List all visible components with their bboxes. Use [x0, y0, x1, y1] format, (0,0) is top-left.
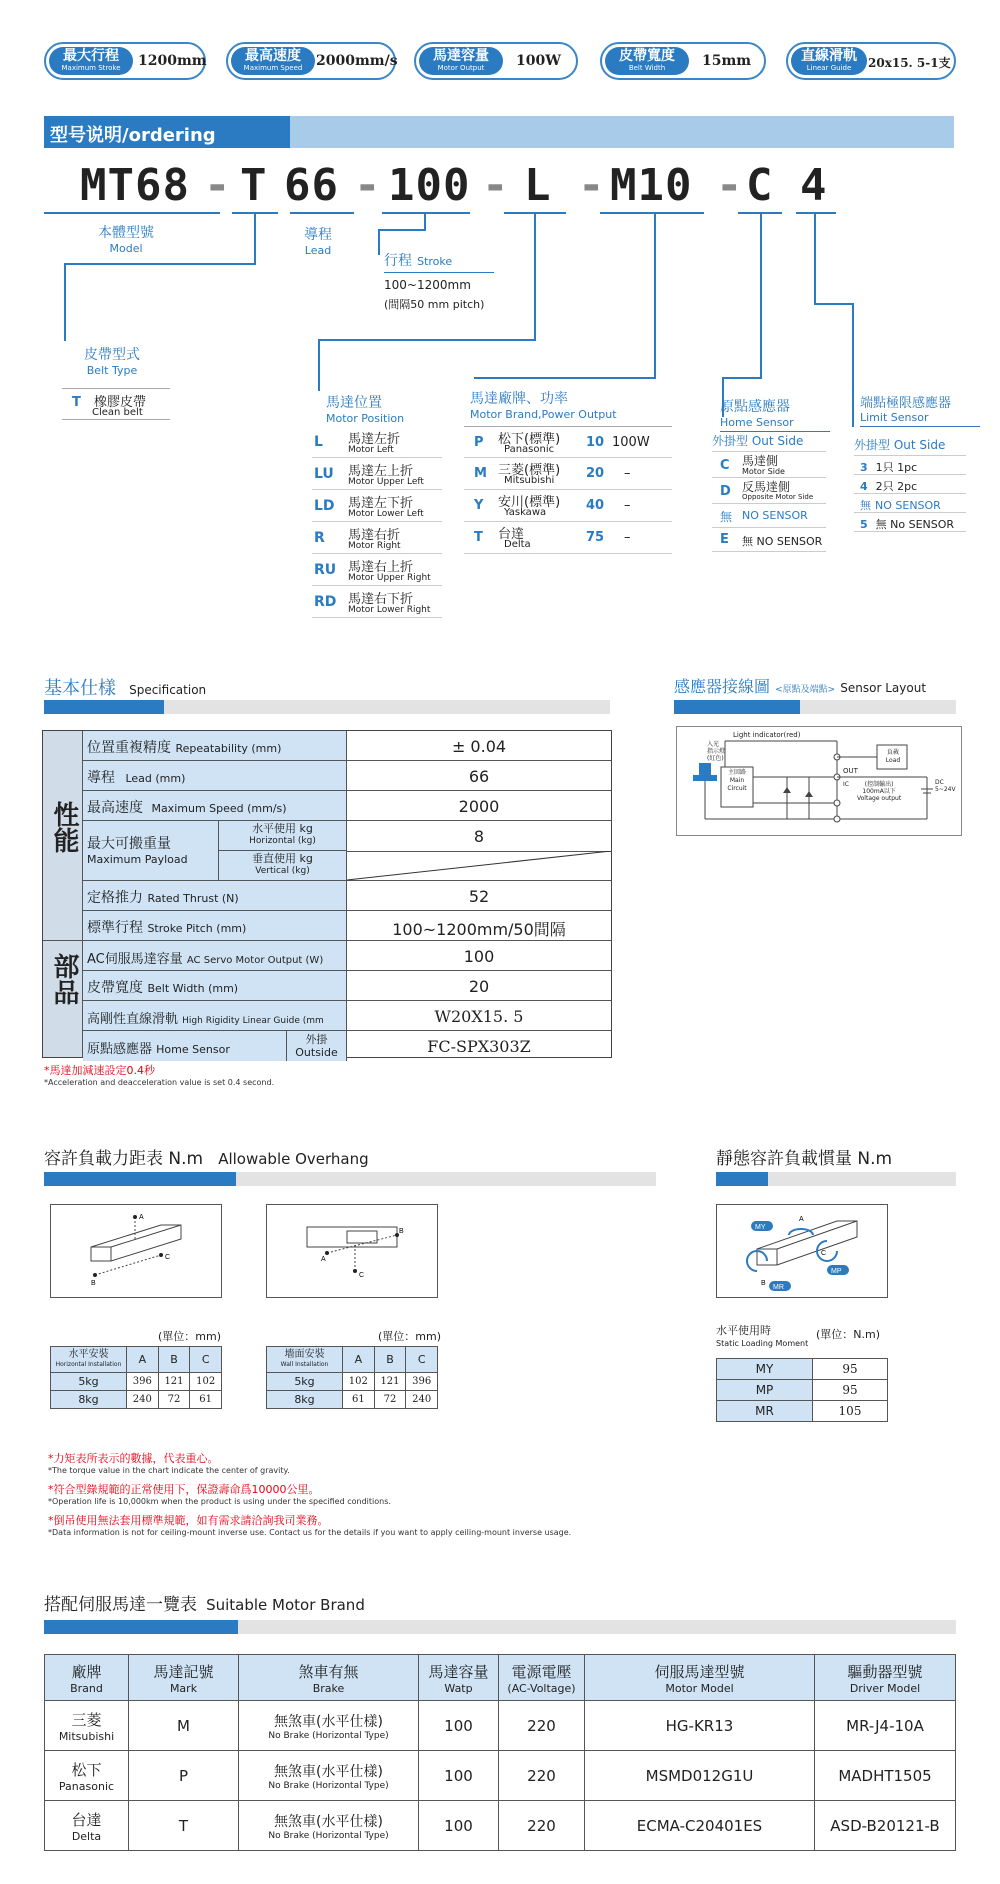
code-belt: T	[240, 160, 268, 211]
svg-text:C: C	[359, 1272, 365, 1279]
svg-text:B: B	[399, 1228, 404, 1235]
stroke-range: 100~1200mm	[384, 278, 471, 292]
badge-motor-output: 馬達容量 Motor Output 100W	[414, 42, 578, 80]
code-sep: -	[204, 160, 232, 211]
motor-position-item: L 馬達左折 Motor Left	[312, 428, 442, 458]
code-brand: M10	[610, 160, 693, 211]
stroke-pitch: (間隔50 mm pitch)	[384, 298, 485, 311]
limit-sensor-label: 端點極限感應器 Limit Sensor	[860, 392, 980, 427]
spec-note-en: *Acceleration and deacceleration value is set 0.4 second.	[44, 1078, 275, 1087]
spec-note: *馬達加減速設定0.4秒	[44, 1064, 155, 1077]
motor-position-item: RU 馬達右上折 Motor Upper Right	[312, 556, 442, 586]
static-sub: 水平使用時 Static Loading Moment	[716, 1324, 809, 1348]
code-sep: -	[578, 160, 606, 211]
code-lead: 66	[284, 160, 339, 211]
svg-text:C: C	[821, 1250, 827, 1257]
motor-position-item: LU 馬達左上折 Motor Upper Left	[312, 460, 442, 490]
code-model: MT68	[80, 160, 190, 211]
overhang-unit: (單位：mm)	[158, 1330, 222, 1343]
sensor-layout-title: 感應器接線圖 <原點及端點> Sensor Layout	[674, 677, 927, 696]
stroke-label: 行程 Stroke	[384, 250, 494, 273]
belt-type-label: 皮帶型式 Belt Type	[84, 347, 140, 377]
home-sensor-options: 外掛型 Out Side C 馬達側 Motor Side D 反馬達側 Opposite Motor Side 無 NO SENSOR E 無 NO SENSOR	[712, 432, 826, 552]
overhang-unit: (單位：mm)	[378, 1330, 442, 1343]
badge-speed: 最高速度 Maximum Speed 2000mm/s	[226, 42, 396, 80]
code-sep: -	[716, 160, 744, 211]
svg-text:A: A	[321, 1256, 326, 1263]
ordering-title-tag: 型号说明/ordering method	[44, 116, 290, 148]
home-sensor-label: 原點感應器 Home Sensor	[720, 396, 830, 432]
svg-text:B: B	[761, 1280, 766, 1287]
badge-stroke: 最大行程 Maximum Stroke 1200mm	[44, 42, 206, 80]
table-row: 松下 Panasonic P 無煞車(水平仕樣) No Brake (Horizontal Type) 100 220 MSMD012G1U MADHT1505	[45, 1751, 956, 1801]
code-position: L	[524, 160, 552, 211]
svg-text:MR: MR	[773, 1284, 784, 1291]
horizontal-install-diagram	[50, 1204, 222, 1298]
code-sep: -	[354, 160, 382, 211]
motor-brand-title: 搭配伺服馬達一覽表 Suitable Motor Brand	[44, 1595, 365, 1615]
motor-position-label: 馬達位置 Motor Position	[326, 395, 405, 425]
static-moment-diagram	[716, 1204, 888, 1298]
horizontal-overhang-table: 水平安裝 Horizontal Installation A B C 5kg 396 121 102 8kg 240 72 61	[50, 1346, 222, 1409]
lead-label: 導程 Lead	[304, 227, 332, 257]
motor-position-item: LD 馬達左下折 Motor Lower Left	[312, 492, 442, 522]
badge-linear-guide: 直線滑軌 Linear Guide 20x15. 5-1支	[786, 42, 956, 80]
code-sep: -	[482, 160, 510, 211]
spec-table: 性能 部品 位置重複精度 Repeatability (mm) ± 0.04 導程 Lead (mm) 66 最高速度 Maximum Speed (mm/s) 2000 最大可搬重量 Maximum Payload 水平使用 kg Horizontal (kg) 垂直使用 kg Vertical (kg) 8 定格推力 Rated Thrust (N) 52 標準行程 Stroke Pitch (mm) 100~1200mm/50間隔 AC伺服馬達容量 AC Servo Motor Output (W) 100 皮帶寬度 Belt Width (mm) 20 高剛性直線滑軌 High Rigidity Linear Guide (mm W20X15. 5 原點感應器 Home Sensor 外掛 Outside FC-SPX303Z	[42, 730, 612, 1058]
motor-brand-table: P 松下(標準) Panasonic 10 100W M 三菱(標準) Mitsubishi 20 – Y 安川(標準) Yaskawa 40 – T 台達 Delta 75 –	[464, 426, 672, 554]
model-label: 本體型號 Model	[98, 225, 154, 255]
spec-title: 基本仕樣 Specification	[44, 678, 207, 699]
sensor-wiring-diagram: Light indicator(red) 入光 指示燈 (紅色) 主回路 Main Circuit OUT 負載 Load DC 5~24V IC (控制輸出) 100mA以下 Voltage output	[676, 726, 962, 836]
wall-overhang-table: 墻面安裝 Wall Installation A B C 5kg 102 121 396 8kg 61 72 240	[266, 1346, 438, 1409]
svg-text:MY: MY	[755, 1224, 766, 1231]
suitable-motor-table: 廠牌 Brand 馬達記號 Mark 煞車有無 Brake 馬達容量 Watp 電源電壓 (AC-Voltage) 伺服馬達型號 Motor Model 驅動器型號 Driver Model 三菱 Mitsubishi M 無煞車(水平仕樣) No Brake (Horizontal Type) 100 220 HG-KR13 MR-J4-10A 松下 Panasonic P 無煞車(水平仕樣) No Brake (Horizontal Type) 100 220 MSMD012G1U MADHT1505 台達 Delta T 無煞車(水平仕樣) No Brake (Horizontal Type) 100 220 ECMA-C20401ES ASD-B20121-B	[44, 1654, 956, 1851]
svg-text:A: A	[799, 1216, 804, 1223]
wall-install-diagram	[266, 1204, 438, 1298]
motor-position-item: R 馬達右折 Motor Right	[312, 524, 442, 554]
svg-text:A: A	[139, 1214, 144, 1221]
static-moment-table: MY 95 MP 95 MR 105	[716, 1358, 888, 1422]
limit-sensor-options: 外掛型 Out Side 3 1只 1pc 4 2只 2pc 無 NO SENSOR 5 無 No SENSOR	[854, 436, 966, 532]
notes: *力矩表所表示的數據，代表重心。 *The torque value in the chart indicate the center of gravity. *符合型錄規範的正常使用下，保證壽命爲10000公里。 *Operation life is 10,000km when the product is using under the specified conditions. *倒吊使用無法套用標準規範，如有需求請洽詢我司業務。 *Data information is not for ceiling-mount inverse use. Contact us for the details if you want to apply ceiling-mount inverse usage.	[48, 1452, 572, 1537]
code-home-sensor: C	[746, 160, 774, 211]
code-limit-sensor: 4	[800, 160, 828, 211]
table-row: 台達 Delta T 無煞車(水平仕樣) No Brake (Horizontal Type) 100 220 ECMA-C20401ES ASD-B20121-B	[45, 1801, 956, 1851]
overhang-title: 容許負載力距表 N.m Allowable Overhang	[44, 1149, 369, 1169]
table-row: 三菱 Mitsubishi M 無煞車(水平仕樣) No Brake (Horizontal Type) 100 220 HG-KR13 MR-J4-10A	[45, 1701, 956, 1751]
svg-text:B: B	[91, 1280, 96, 1287]
static-title: 靜態容許負載慣量 N.m	[716, 1149, 893, 1169]
svg-text:MP: MP	[831, 1268, 842, 1275]
belt-type-option: T 橡膠皮帶 Clean belt	[62, 388, 170, 420]
badge-belt-width: 皮帶寬度 Belt Width 15mm	[600, 42, 766, 80]
code-stroke: 100	[388, 160, 471, 211]
static-unit: (單位：N.m)	[816, 1328, 881, 1341]
svg-text:C: C	[165, 1254, 171, 1261]
motor-brand-label: 馬達廠牌、功率 Motor Brand,Power Output	[470, 391, 617, 421]
motor-position-item: RD 馬達右下折 Motor Lower Right	[312, 588, 442, 618]
